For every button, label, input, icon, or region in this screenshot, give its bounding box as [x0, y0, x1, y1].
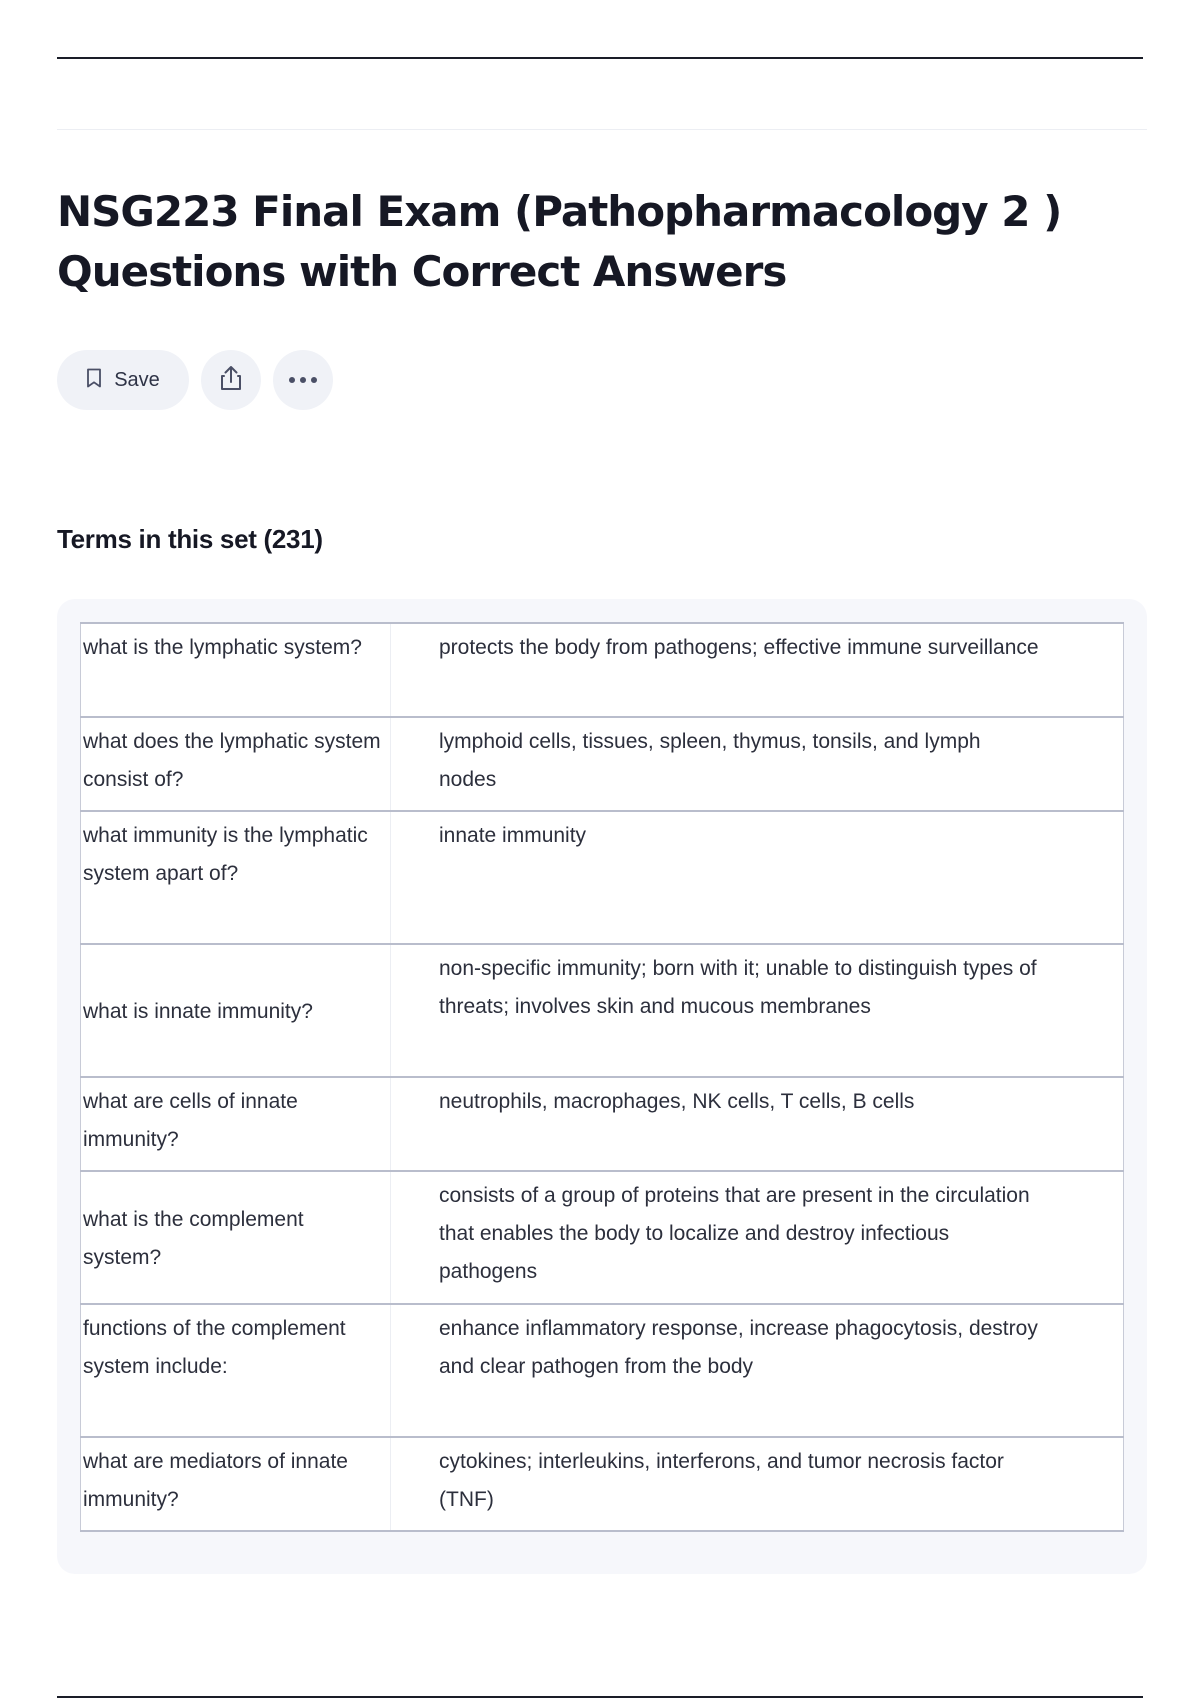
- term-cell: what are cells of innate immunity?: [81, 1077, 391, 1171]
- header-divider: [57, 129, 1147, 130]
- bookmark-icon: [86, 368, 102, 393]
- term-cell: functions of the complement system include:: [81, 1304, 391, 1437]
- definition-cell: protects the body from pathogens; effective immune surveillance: [391, 623, 1124, 717]
- save-button[interactable]: [57, 350, 189, 410]
- term-cell: what immunity is the lymphatic system apart of?: [81, 811, 391, 944]
- page-title: [57, 182, 1117, 302]
- page-title-line-1: NSG223 Final Exam (Pathopharmacology 2 ): [57, 187, 1062, 236]
- terms-heading: Terms in this set (231): [57, 524, 323, 554]
- save-button-label: Save: [114, 368, 160, 391]
- table-row: [81, 944, 1124, 1077]
- definition-cell: lymphoid cells, tissues, spleen, thymus, tonsils, and lymph nodes: [391, 717, 1124, 811]
- table-row: [81, 623, 1124, 717]
- bottom-divider: [57, 1696, 1143, 1698]
- table-row: [81, 811, 1124, 944]
- top-divider: [57, 57, 1143, 59]
- term-cell: what is the lymphatic system?: [81, 623, 391, 717]
- terms-table: [80, 622, 1124, 1532]
- definition-cell: enhance inflammatory response, increase phagocytosis, destroy and clear pathogen from the body: [391, 1304, 1124, 1437]
- term-cell: what are mediators of innate immunity?: [81, 1437, 391, 1531]
- definition-cell: consists of a group of proteins that are present in the circulation that enables the body to localize and destroy infectious pathogens: [391, 1171, 1124, 1304]
- more-options-button[interactable]: [273, 350, 333, 410]
- table-row: [81, 1437, 1124, 1531]
- term-cell: what does the lymphatic system consist of?: [81, 717, 391, 811]
- action-bar: [57, 350, 333, 410]
- page-title-line-2: Questions with Correct Answers: [57, 247, 787, 296]
- table-row: [81, 717, 1124, 811]
- definition-cell: neutrophils, macrophages, NK cells, T cells, B cells: [391, 1077, 1124, 1171]
- table-row: [81, 1171, 1124, 1304]
- table-row: [81, 1304, 1124, 1437]
- definition-cell: non-specific immunity; born with it; unable to distinguish types of threats; involves skin and mucous membranes: [391, 944, 1124, 1077]
- share-icon: [218, 364, 244, 397]
- definition-cell: innate immunity: [391, 811, 1124, 944]
- definition-cell: cytokines; interleukins, interferons, and tumor necrosis factor (TNF): [391, 1437, 1124, 1531]
- table-row: [81, 1077, 1124, 1171]
- term-cell: what is innate immunity?: [81, 944, 391, 1077]
- term-cell: what is the complement system?: [81, 1171, 391, 1304]
- more-icon: [288, 371, 318, 389]
- share-button[interactable]: [201, 350, 261, 410]
